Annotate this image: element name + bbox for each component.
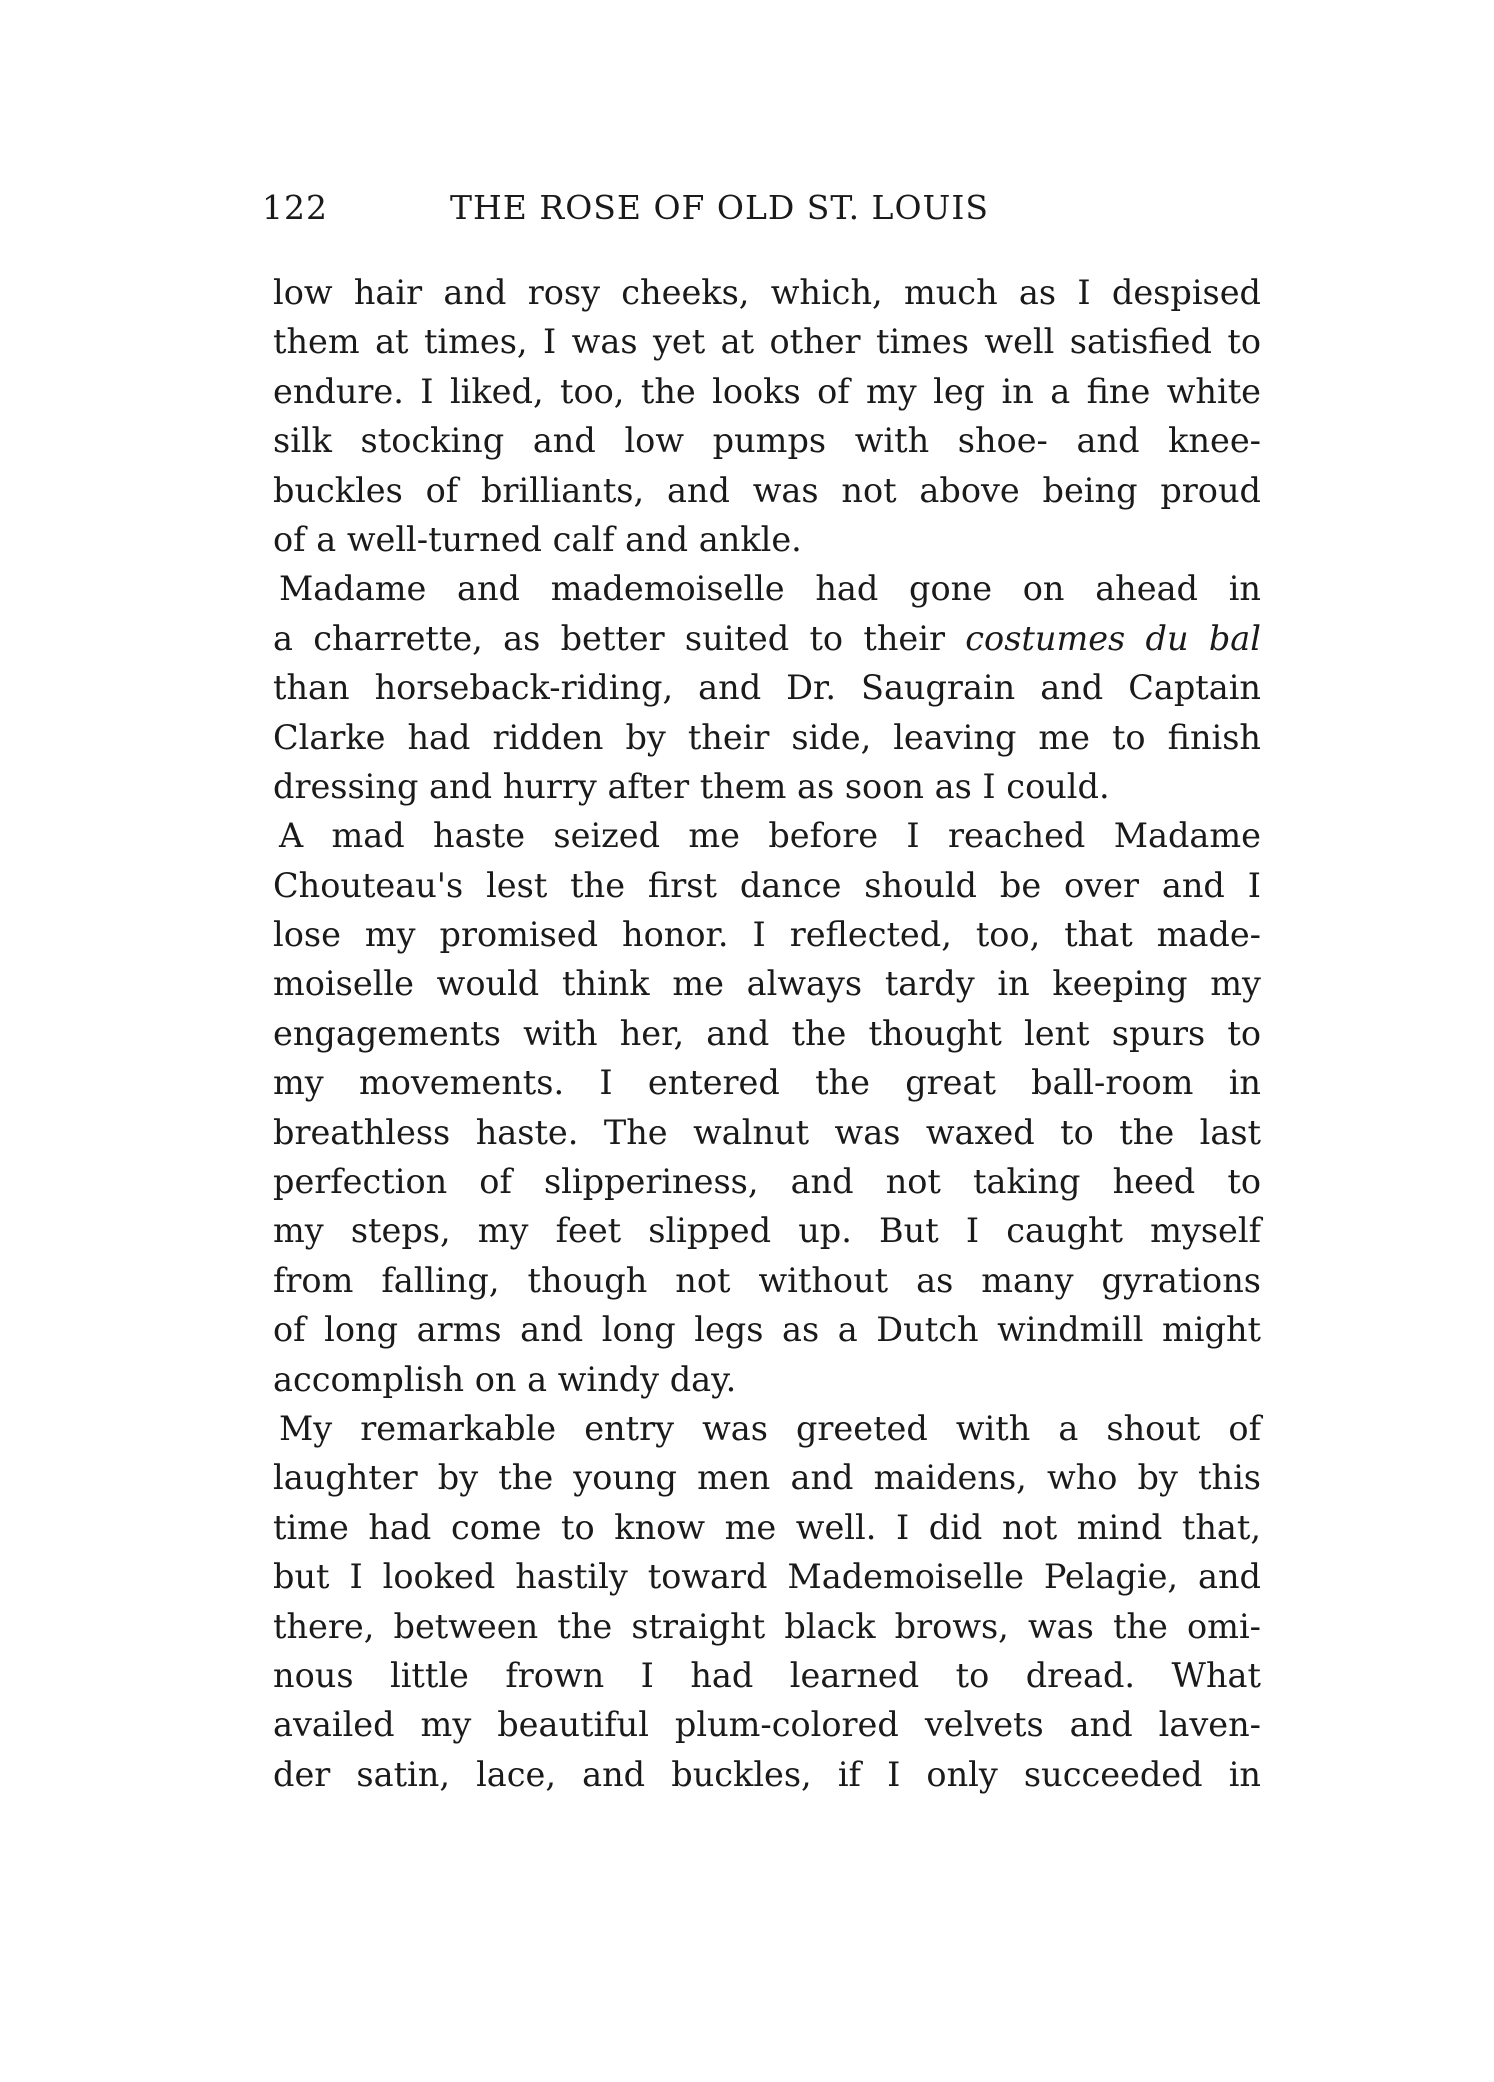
text-line: lose my promised honor. I reflected, too, that made- <box>273 915 1261 955</box>
page-number: 122 <box>262 188 328 227</box>
text-line: of a well-turned calf and ankle. <box>273 519 802 559</box>
text-line: Clarke had ridden by their side, leaving me to finish <box>273 717 1261 757</box>
text-line: A mad haste seized me before I reached Madame <box>279 816 1261 856</box>
text-segment: a charrette, as better suited to their <box>273 618 966 658</box>
text-line: Madame and mademoiselle had gone on ahead in <box>279 569 1261 609</box>
text-line: there, between the straight black brows, was the omi- <box>273 1606 1261 1646</box>
text-line: der satin, lace, and buckles, if I only succeeded in <box>273 1754 1261 1794</box>
text-line: engagements with her, and the thought lent spurs to <box>273 1013 1261 1053</box>
text-line: laughter by the young men and maidens, who by this <box>273 1458 1261 1498</box>
text-line: from falling, though not without as many gyrations <box>273 1260 1261 1300</box>
text-line: endure. I liked, too, the looks of my leg in a fine white <box>273 371 1261 411</box>
text-line: silk stocking and low pumps with shoe- and knee- <box>273 421 1261 461</box>
text-line: but I looked hastily toward Mademoiselle Pelagie, and <box>273 1557 1261 1597</box>
body-text <box>273 268 1261 1799</box>
text-line: nous little frown I had learned to dread. What <box>273 1655 1261 1695</box>
text-line: breathless haste. The walnut was waxed to the last <box>273 1112 1261 1152</box>
running-title: THE ROSE OF OLD ST. LOUIS <box>450 188 989 227</box>
text-line: My remarkable entry was greeted with a shout of <box>279 1408 1261 1448</box>
text-line: moiselle would think me always tardy in keeping my <box>273 964 1261 1004</box>
text-line: of long arms and long legs as a Dutch windmill might <box>273 1310 1261 1350</box>
text-line <box>273 614 1261 663</box>
text-line: than horseback-riding, and Dr. Saugrain and Captain <box>273 668 1261 708</box>
italic-phrase: costumes du bal <box>965 618 1261 658</box>
text-line: availed my beautiful plum-colored velvets and laven- <box>273 1705 1261 1745</box>
text-line: time had come to know me well. I did not mind that, <box>273 1507 1261 1547</box>
text-line: low hair and rosy cheeks, which, much as I despised <box>273 273 1261 312</box>
text-line: my steps, my feet slipped up. But I caught myself <box>273 1211 1261 1251</box>
text-line: accomplish on a windy day. <box>273 1359 737 1399</box>
text-line: my movements. I entered the great ball-room in <box>273 1063 1261 1103</box>
text-line: dressing and hurry after them as soon as I could. <box>273 766 1110 806</box>
text-line: perfection of slipperiness, and not taking heed to <box>273 1162 1261 1202</box>
text-line: buckles of brilliants, and was not above being proud <box>273 470 1261 510</box>
text-line: them at times, I was yet at other times well satisfied to <box>273 322 1261 362</box>
running-header <box>262 188 1262 238</box>
text-line: Chouteau's lest the first dance should be over and I <box>273 865 1261 905</box>
